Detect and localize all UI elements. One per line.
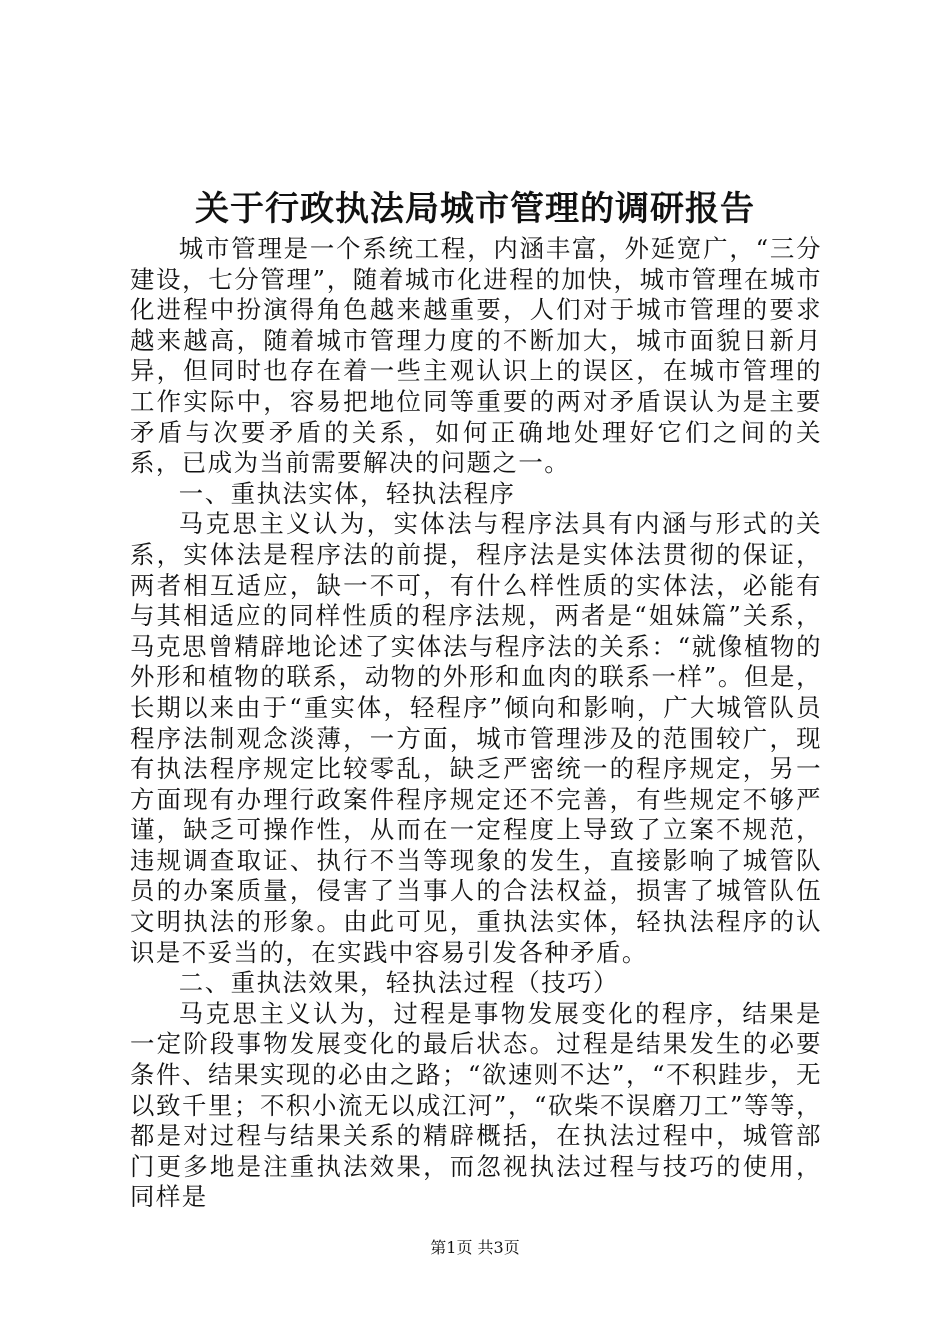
- section-2-paragraph: 马克思主义认为，过程是事物发展变化的程序，结果是一定阶段事物发展变化的最后状态。过程是结果发生的必要条件、结果实现的必由之路；“欲速则不达”，“不积跬步，无以致千里；不积小流无以成江河”，“砍柴不误磨刀工”等等，都是对过程与结果关系的精辟概括，在执法过程中，城管部门更多地是注重执法效果，而忽视执法过程与技巧的使用，同样是: [130, 998, 822, 1212]
- document-title: 关于行政执法局城市管理的调研报告: [195, 189, 755, 229]
- page-footer: 第1页 共3页: [430, 1238, 520, 1257]
- intro-paragraph: 城市管理是一个系统工程，内涵丰富，外延宽广，“三分建设，七分管理”，随着城市化进程的加快，城市管理在城市化进程中扮演得角色越来越重要，人们对于城市管理的要求越来越高，随着城市管理力度的不断加大，城市面貌日新月异，但同时也存在着一些主观认识上的误区，在城市管理的工作实际中，容易把地位同等重要的两对矛盾误认为是主要矛盾与次要矛盾的关系，如何正确地处理好它们之间的关系，已成为当前需要解决的问题之一。: [130, 234, 822, 478]
- section-heading-1: 一、重执法实体，轻执法程序: [178, 478, 516, 508]
- section-heading-2: 二、重执法效果，轻执法过程（技巧）: [178, 968, 619, 998]
- section-1-paragraph: 马克思主义认为，实体法与程序法具有内涵与形式的关系，实体法是程序法的前提，程序法是实体法贯彻的保证，两者相互适应，缺一不可，有什么样性质的实体法，必能有与其相适应的同样性质的程序法规，两者是“姐妹篇”关系，马克思曾精辟地论述了实体法与程序法的关系：“就像植物的外形和植物的联系，动物的外形和血肉的联系一样”。但是，长期以来由于“重实体，轻程序”倾向和影响，广大城管队员程序法制观念淡薄，一方面，城市管理涉及的范围较广，现有执法程序规定比较零乱，缺乏严密统一的程序规定，另一方面现有办理行政案件程序规定还不完善，有些规定不够严谨，缺乏可操作性，从而在一定程度上导致了立案不规范，违规调查取证、执行不当等现象的发生，直接影响了城管队员的办案质量，侵害了当事人的合法权益，损害了城管队伍文明执法的形象。由此可见，重执法实体，轻执法程序的认识是不妥当的，在实践中容易引发各种矛盾。: [130, 509, 822, 967]
- document-body: [130, 234, 822, 1213]
